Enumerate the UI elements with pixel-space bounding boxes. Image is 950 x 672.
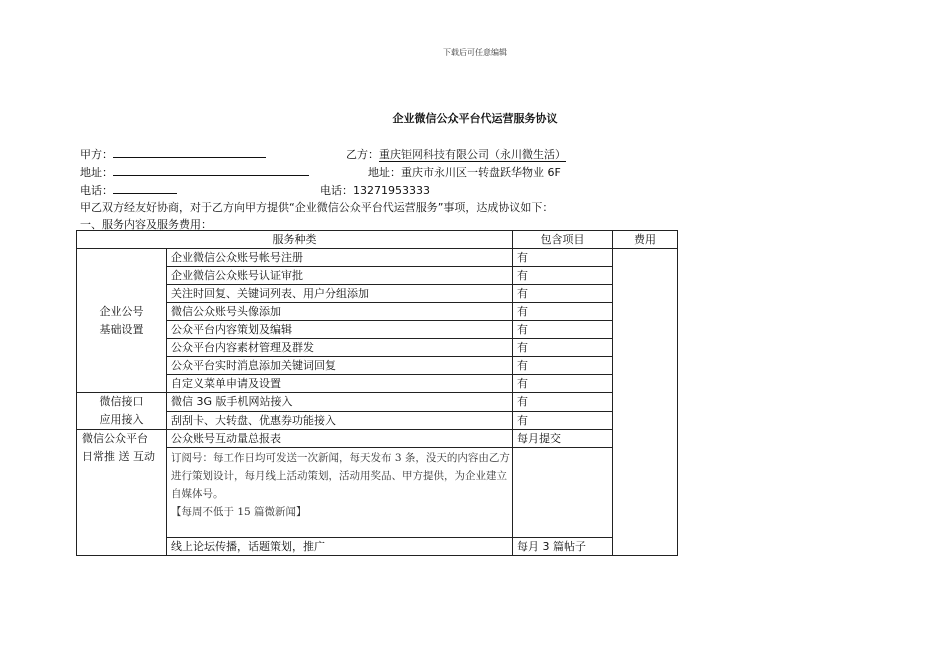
- included-value: 有: [513, 285, 613, 303]
- service-item: 刮刮卡、大转盘、优惠券功能接入: [167, 411, 513, 430]
- category-basic-setup: [77, 249, 167, 393]
- party-b-phone-line: [320, 182, 430, 198]
- party-a-phone-label: 电话：: [80, 184, 113, 197]
- included-value: 有: [513, 321, 613, 339]
- party-a-address-line: [80, 164, 309, 180]
- service-item: 公众账号互动量总报表: [167, 430, 513, 448]
- party-a-phone-blank[interactable]: [113, 182, 177, 194]
- service-item: 公众平台内容策划及编辑: [167, 321, 513, 339]
- service-item: 企业微信公众账号认证审批: [167, 267, 513, 285]
- intro-paragraph: 甲乙双方经友好协商，对于乙方向甲方提供“企业微信公众平台代运营服务”事项，达成协议如下：: [80, 201, 554, 214]
- service-item: 微信公众账号头像添加: [167, 303, 513, 321]
- party-a-line: [80, 146, 266, 162]
- service-item: 自定义菜单申请及设置: [167, 375, 513, 393]
- table-row: [77, 448, 678, 538]
- included-value: 每月 3 篇帖子: [513, 538, 613, 556]
- header-service-type: 服务种类: [77, 231, 513, 249]
- included-value: 有: [513, 339, 613, 357]
- detail-note: 【每周不低于 15 篇微新闻】: [171, 506, 307, 518]
- party-b-phone-label: 电话：: [320, 184, 353, 197]
- party-b-phone: 13271953333: [353, 184, 430, 197]
- category-line: 企业公号: [99, 304, 144, 318]
- party-b-address: 重庆市永川区一转盘跃华物业 6F: [401, 166, 561, 179]
- header-included: 包含项目: [513, 231, 613, 249]
- table-row: [77, 393, 678, 412]
- service-item: 公众平台实时消息添加关键词回复: [167, 357, 513, 375]
- service-item: 关注时回复、关键词列表、用户分组添加: [167, 285, 513, 303]
- party-b-name-part1: 重庆: [379, 148, 401, 161]
- table-row: [77, 321, 678, 339]
- party-a-address-label: 地址：: [80, 166, 113, 179]
- party-b-address-line: [368, 164, 561, 180]
- table-row: [77, 267, 678, 285]
- category-line: 日常推 送 互动: [82, 450, 155, 463]
- table-row: [77, 375, 678, 393]
- included-value: 有: [513, 249, 613, 267]
- included-value: 每月提交: [513, 430, 613, 448]
- party-a-address-blank[interactable]: [113, 164, 309, 176]
- service-item: 线上论坛传播，话题策划，推广: [167, 538, 513, 556]
- included-value: [513, 448, 613, 538]
- party-b-label: 乙方：: [346, 148, 379, 161]
- table-row: [77, 339, 678, 357]
- fee-cell[interactable]: [613, 249, 678, 556]
- detail-text: 订阅号：每工作日均可发送一次新闻，每天发布 3 条，没天的内容由乙方进行策划设计，每月线上活动策划，活动用奖品、甲方提供，为企业建立自媒体号。: [171, 452, 510, 500]
- included-value: 有: [513, 375, 613, 393]
- header-fee: 费用: [613, 231, 678, 249]
- table-row: [77, 430, 678, 448]
- included-value: 有: [513, 267, 613, 285]
- included-value: 有: [513, 357, 613, 375]
- party-b-address-label: 地址：: [368, 166, 401, 179]
- party-b-name-part2: 钜网科技: [401, 148, 445, 161]
- table-row: [77, 411, 678, 430]
- category-daily-push: [77, 430, 167, 556]
- party-b-line: [346, 146, 566, 162]
- service-item: 企业微信公众账号帐号注册: [167, 249, 513, 267]
- included-value: 有: [513, 303, 613, 321]
- table-row: [77, 538, 678, 556]
- category-line: 微信接口: [99, 395, 144, 408]
- party-b-name-part3: 有限公司（永川微生活）: [445, 148, 566, 161]
- party-a-phone-line: [80, 182, 177, 198]
- table-row: [77, 249, 678, 267]
- section-heading: 一、服务内容及服务费用：: [80, 218, 212, 231]
- table-row: [77, 303, 678, 321]
- party-a-blank[interactable]: [113, 146, 266, 158]
- document-title: 企业微信公众平台代运营服务协议: [392, 112, 558, 125]
- service-table: [76, 230, 678, 556]
- service-item: 微信 3G 版手机网站接入: [167, 393, 513, 412]
- service-item: 公众平台内容素材管理及群发: [167, 339, 513, 357]
- service-item-detail: [167, 448, 513, 538]
- table-row: [77, 285, 678, 303]
- category-line: 微信公众平台: [82, 432, 148, 445]
- category-api-integration: [77, 393, 167, 430]
- included-value: 有: [513, 393, 613, 412]
- header-note: 下载后可任意编辑: [443, 48, 507, 57]
- category-line: 基础设置: [99, 322, 144, 336]
- party-a-label: 甲方：: [80, 148, 113, 161]
- category-line: 应用接入: [99, 413, 144, 426]
- included-value: 有: [513, 411, 613, 430]
- table-row: [77, 357, 678, 375]
- table-header-row: [77, 231, 678, 249]
